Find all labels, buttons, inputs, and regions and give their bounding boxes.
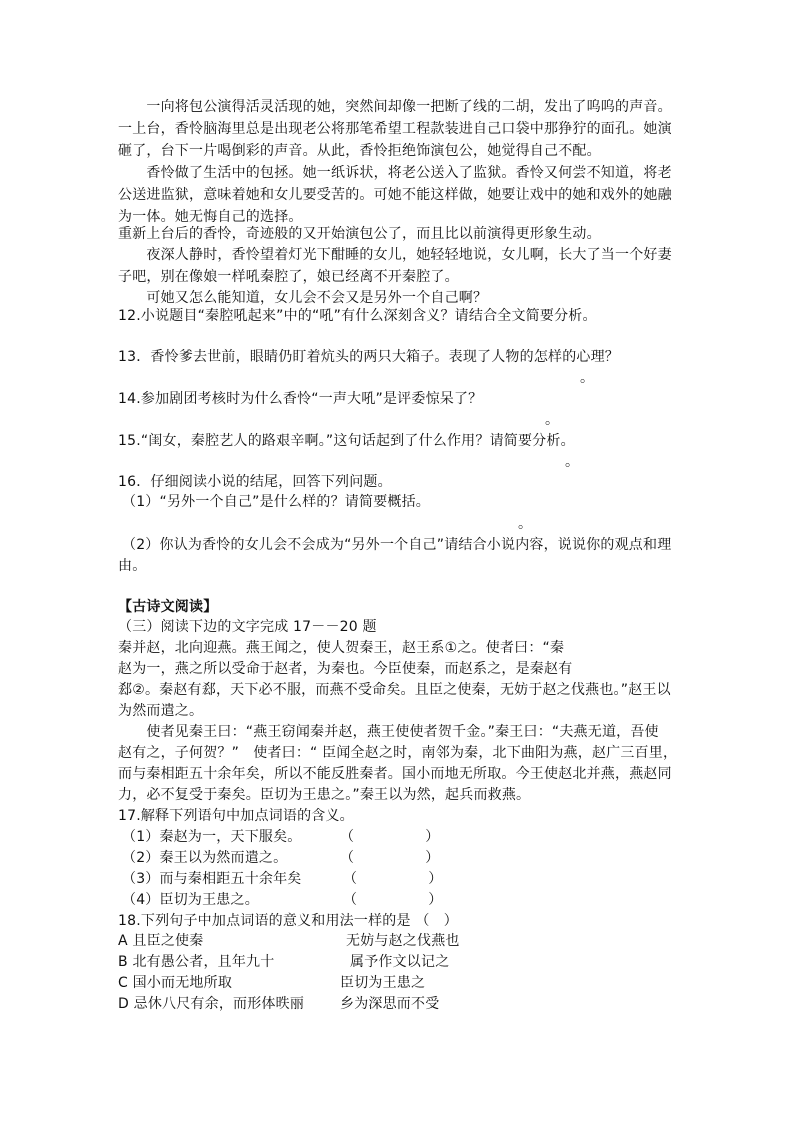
question-17-item: （4）臣切为王患之。 <box>122 892 259 908</box>
story-line: 重新上台后的香怜，奇迹般的又开始演包公了，而且比以前演得更形象生动。 <box>118 226 601 242</box>
answer-blank[interactable]: （ ） <box>343 871 443 887</box>
question-17-item: （1）秦赵为一，天下服矣。 <box>122 829 302 845</box>
classical-text-line: 而与秦相距五十余年矣，所以不能反胜秦者。国小而地无所取。今王使赵北并燕，燕赵同 <box>118 766 672 782</box>
question-14: 14.参加剧团考核时为什么香怜“一声大吼”是评委惊呆了？ <box>118 391 483 407</box>
classical-text-line: 为然而遣之。 <box>118 703 204 719</box>
story-line: 一向将包公演得活灵活现的她，突然间却像一把断了线的二胡，发出了呜呜的声音。 <box>118 99 672 115</box>
option-c-right: 臣切为王患之 <box>340 975 426 991</box>
question-13: 13．香怜爹去世前，眼睛仍盯着炕头的两只大箱子。表现了人物的怎样的心理？ <box>118 349 620 365</box>
section-instruction: （三）阅读下边的文字完成 17－－20 题 <box>118 619 377 635</box>
question-16-1: （1）“另外一个自己”是什么样的？请简要概括。 <box>122 494 431 510</box>
question-15: 15.“闺女，秦腔艺人的路艰辛啊。”这句话起到了什么作用？请简要分析。 <box>118 433 575 449</box>
option-d-left[interactable]: D 忌休八尺有余，而形体昳丽 <box>118 996 305 1012</box>
question-16-2: （2）你认为香怜的女儿会不会成为“另外一个自己”请结合小说内容，说说你的观点和理 <box>122 537 672 553</box>
answer-blank[interactable]: （ ） <box>340 850 440 866</box>
question-16: 16．仔细阅读小说的结尾，回答下列问题。 <box>118 474 392 490</box>
section-title: 【古诗文阅读】 <box>118 599 218 615</box>
answer-end-mark: 。 <box>545 412 559 428</box>
classical-text-line: 秦并赵，北向迎燕。燕王闻之，使人贺秦王，赵王系①之。使者曰：“秦 <box>118 640 565 656</box>
story-line: 一上台，香怜脑海里总是出现老公将那笔希望工程款装进自己口袋中那狰狞的面孔。她演 <box>118 121 672 137</box>
option-a-left[interactable]: A 且臣之使秦 <box>118 933 204 949</box>
story-line: 香怜做了生活中的包拯。她一纸诉状，将老公送入了监狱。香怜又何尝不知道，将老 <box>118 165 672 181</box>
classical-text-line: 赵有之，子何贺？” 使者曰：“ 臣闻全赵之时，南邻为秦，北下曲阳为燕，赵广三百里， <box>118 745 678 761</box>
question-17-title: 17.解释下列语句中加点词语的含义。 <box>118 808 354 824</box>
option-b-left[interactable]: B 北有愚公者，且年九十 <box>118 954 275 970</box>
story-line: 公送进监狱，意味着她和女儿要受苦的。可她不能这样做，她要让戏中的她和戏外的她融 <box>118 187 672 203</box>
story-line: 子吧，别在像娘一样吼秦腔了，娘已经离不开秦腔了。 <box>118 269 459 285</box>
answer-end-mark: 。 <box>565 454 579 470</box>
story-line: 夜深人静时，香怜望着灯光下酣睡的女儿，她轻轻地说，女儿啊，长大了当一个好妻 <box>118 247 672 263</box>
question-17-item: （2）秦王以为然而遣之。 <box>122 850 288 866</box>
option-a-right: 无妨与赵之伐燕也 <box>346 933 460 949</box>
question-16-2: 由。 <box>118 558 147 574</box>
option-b-right: 属予作文以记之 <box>350 954 450 970</box>
classical-text-line: 郄②。秦赵有郄，天下必不服，而燕不受命矣。且臣之使秦，无妨于赵之伐燕也。”赵王以 <box>118 682 671 698</box>
question-17-item: （3）而与秦相距五十余年矣 <box>122 871 302 887</box>
classical-text-line: 使者见秦王曰：“燕王窃闻秦并赵，燕王使使者贺千金。”秦王曰：“夫燕无道，吾使 <box>118 724 659 740</box>
answer-end-mark: 。 <box>580 370 594 386</box>
question-18-title: 18.下列句子中加点词语的意义和用法一样的是 （ ） <box>118 913 458 929</box>
option-d-right: 乡为深思而不受 <box>340 996 440 1012</box>
answer-blank[interactable]: （ ） <box>343 892 443 908</box>
answer-blank[interactable]: （ ） <box>340 829 440 845</box>
classical-text-line: 力，必不复受于秦矣。臣切为王患之。”秦王以为然，起兵而救燕。 <box>118 787 531 803</box>
classical-text-line: 赵为一，燕之所以受命于赵者，为秦也。今臣使秦，而赵系之，是秦赵有 <box>118 661 573 677</box>
story-line: 砸了，台下一片喝倒彩的声音。从此，香怜拒绝饰演包公，她觉得自己不配。 <box>118 143 601 159</box>
answer-end-mark: 。 <box>518 516 532 532</box>
story-line: 为一体。她无悔自己的选择。 <box>118 209 303 225</box>
story-line: 可她又怎么能知道，女儿会不会又是另外一个自己啊？ <box>118 290 488 306</box>
option-c-left[interactable]: C 国小而无地所取 <box>118 975 233 991</box>
question-12: 12.小说题目“秦腔吼起来”中的“吼”有什么深刻含义？请结合全文简要分析。 <box>118 308 597 324</box>
